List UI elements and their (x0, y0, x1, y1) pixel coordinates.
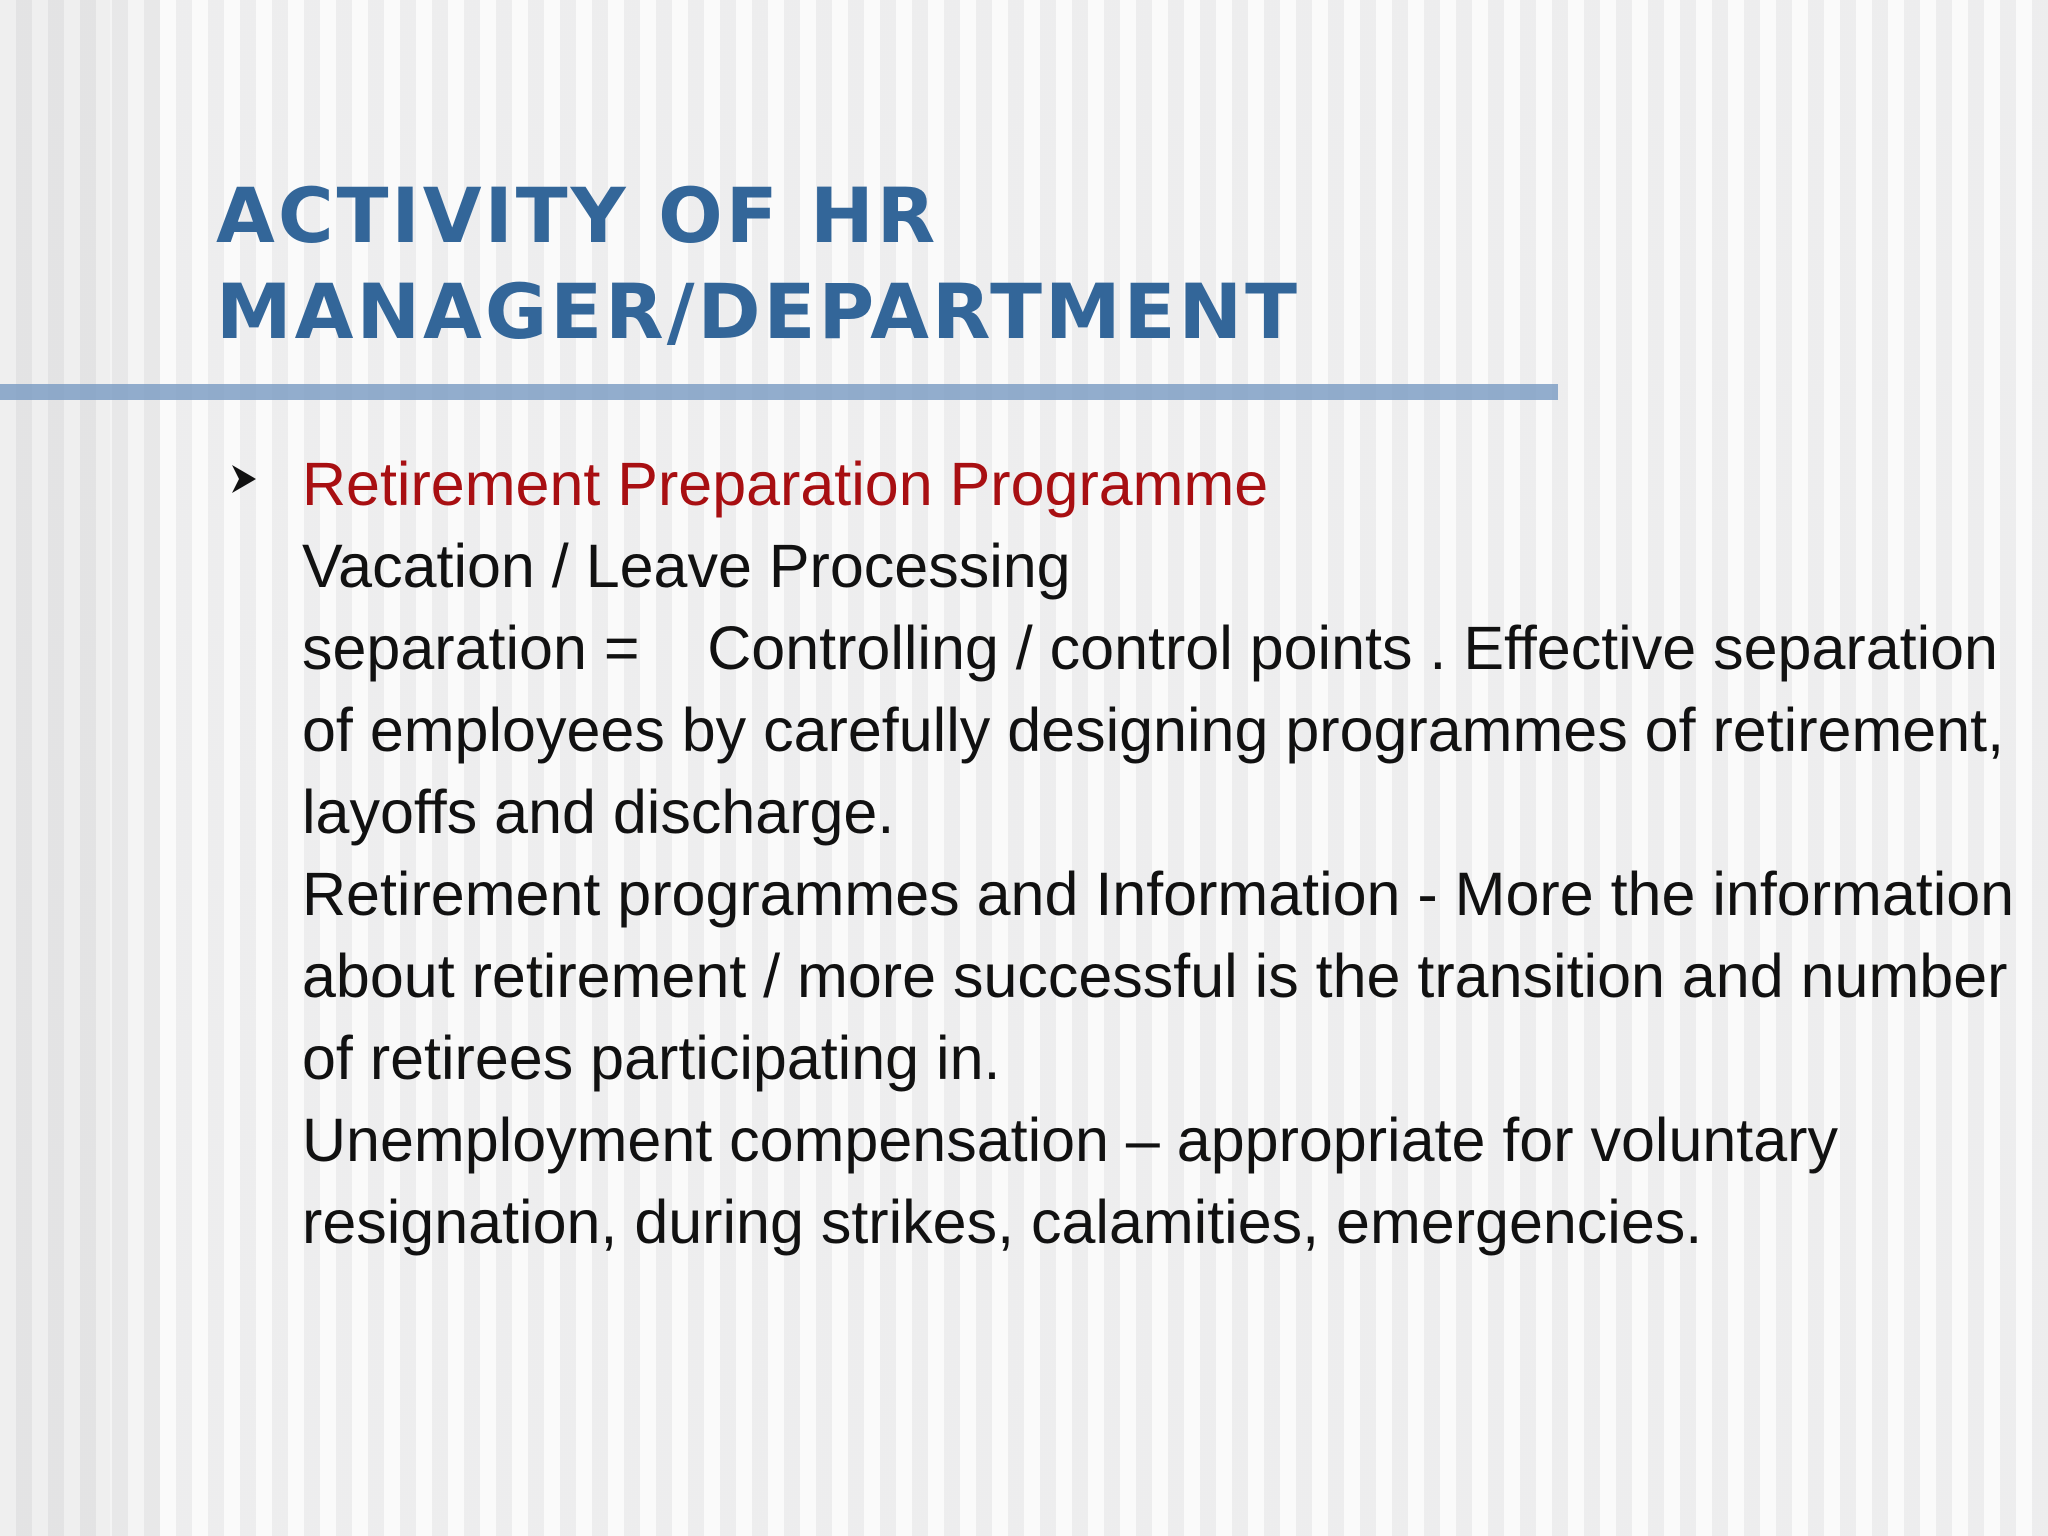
title-divider (0, 384, 1558, 400)
bullet-line-separation: separation = Controlling / control points . Effective separation of employees by carefully designing programmes of retirement, layoffs and discharge. (302, 614, 2021, 846)
slide-title-line-2: MANAGER/DEPARTMENT (216, 267, 1300, 356)
bullet-list (226, 443, 2021, 1263)
bullet-line-vacation: Vacation / Leave Processing (302, 532, 1071, 600)
arrow-bullet-icon (230, 459, 262, 507)
bullet-heading: Retirement Preparation Programme (302, 450, 1269, 518)
slide-title (216, 168, 1716, 360)
bullet-line-retirement-info: Retirement programmes and Information - More the information about retirement / more successful is the transition and number of retirees participating in. (302, 860, 2015, 1092)
bullet-line-unemployment: Unemployment compensation – appropriate for voluntary resignation, during strikes, calamities, emergencies. (302, 1106, 1838, 1256)
slide-title-line-1: ACTIVITY OF HR (216, 171, 939, 260)
bullet-item (226, 443, 2021, 1263)
